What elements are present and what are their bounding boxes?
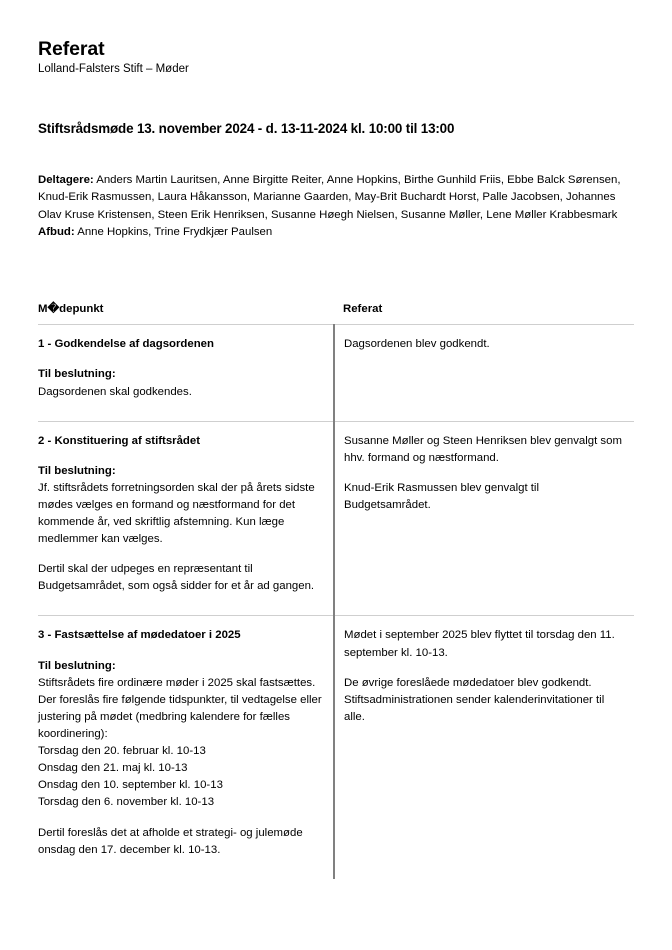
table-body (38, 325, 634, 879)
minutes-paragraph: De øvrige foreslåede mødedatoer blev godkendt. Stiftsadministrationen sender kalenderinvitationer til alle. (344, 676, 605, 723)
minutes-cell (334, 421, 634, 616)
table-header-row (38, 301, 634, 325)
participants-line (38, 172, 634, 224)
proposed-dates-list (38, 743, 323, 811)
minutes-paragraph: Susanne Møller og Steen Henriksen blev genvalgt som hhv. formand og næstformand. (344, 434, 622, 464)
agenda-item-title: 2 - Konstituering af stiftsrådet (38, 434, 201, 447)
proposed-date: Torsdag den 20. februar kl. 10-13 (38, 745, 206, 758)
participants-label: Deltagere: (38, 173, 94, 186)
page-title: Referat (38, 38, 105, 60)
table-row (38, 616, 634, 879)
participants-value: Anders Martin Lauritsen, Anne Birgitte Reiter, Anne Hopkins, Birthe Gunhild Friis, Ebbe Balck Sørensen, Knud-Erik Rasmussen, Laura Håkansson, Marianne Gaarden, May-Brit Buchardt Horst, Palle Jacobsen, Johannes Olav Kruse Kristensen, Steen Erik Henriksen, Susanne Høegh Nielsen, Susanne Møller, Lene Møller Krabbesmark (38, 173, 621, 221)
absent-value: Anne Hopkins, Trine Frydkjær Paulsen (74, 225, 273, 238)
column-header-minutes: Referat (334, 301, 634, 325)
decision-label: Til beslutning: (38, 368, 116, 381)
table-row (38, 325, 634, 421)
proposed-date: Torsdag den 6. november kl. 10-13 (38, 796, 215, 809)
decision-label: Til beslutning: (38, 464, 116, 477)
column-header-agenda-item: M�depunkt (38, 301, 334, 325)
minutes-cell (334, 325, 634, 421)
proposed-date: Onsdag den 21. maj kl. 10-13 (38, 762, 188, 775)
decision-text-secondary: Dertil skal der udpeges en repræsentant til Budgetsamrådet, som også sidder for et år ad gangen. (38, 563, 315, 593)
decision-text-secondary: Dertil foreslås det at afholde et strategi- og julemøde onsdag den 17. december kl. 10-13. (38, 826, 303, 856)
agenda-item-cell (38, 421, 334, 616)
agenda-item-cell (38, 325, 334, 421)
minutes-paragraph: Mødet i september 2025 blev flyttet til torsdag den 11. september kl. 10-13. (344, 629, 615, 659)
decision-text: Dagsordenen skal godkendes. (38, 385, 192, 398)
decision-text: Stiftsrådets fire ordinære møder i 2025 skal fastsættes. Der foreslås fire følgende tidspunkter, til vedtagelse eller justering på mødet (medbring kalendere for fælles koordinering): (38, 676, 322, 741)
agenda-item-title: 3 - Fastsættelse af mødedatoer i 2025 (38, 629, 241, 642)
proposed-date: Onsdag den 10. september kl. 10-13 (38, 779, 223, 792)
minutes-paragraph: Dagsordenen blev godkendt. (344, 338, 490, 351)
absent-label: Afbud: (38, 225, 75, 238)
attendance-block (38, 172, 634, 241)
decision-label: Til beslutning: (38, 659, 116, 672)
table-header (38, 301, 634, 325)
minutes-paragraph: Knud-Erik Rasmussen blev genvalgt til Budgetsamrådet. (344, 481, 539, 511)
table-row (38, 421, 634, 616)
agenda-item-title: 1 - Godkendelse af dagsordenen (38, 338, 214, 351)
meeting-heading: Stiftsrådsmøde 13. november 2024 - d. 13-11-2024 kl. 10:00 til 13:00 (38, 121, 455, 137)
page-subtitle: Lolland-Falsters Stift – Møder (38, 63, 189, 76)
decision-text: Jf. stiftsrådets forretningsorden skal der på årets sidste mødes vælges en formand og næstformand for det kommende år, ved skriftlig afstemning. Kun læge medlemmer kan vælges. (38, 481, 315, 546)
minutes-table (38, 301, 634, 879)
absent-line (38, 224, 634, 241)
agenda-item-cell (38, 616, 334, 879)
minutes-cell (334, 616, 634, 879)
